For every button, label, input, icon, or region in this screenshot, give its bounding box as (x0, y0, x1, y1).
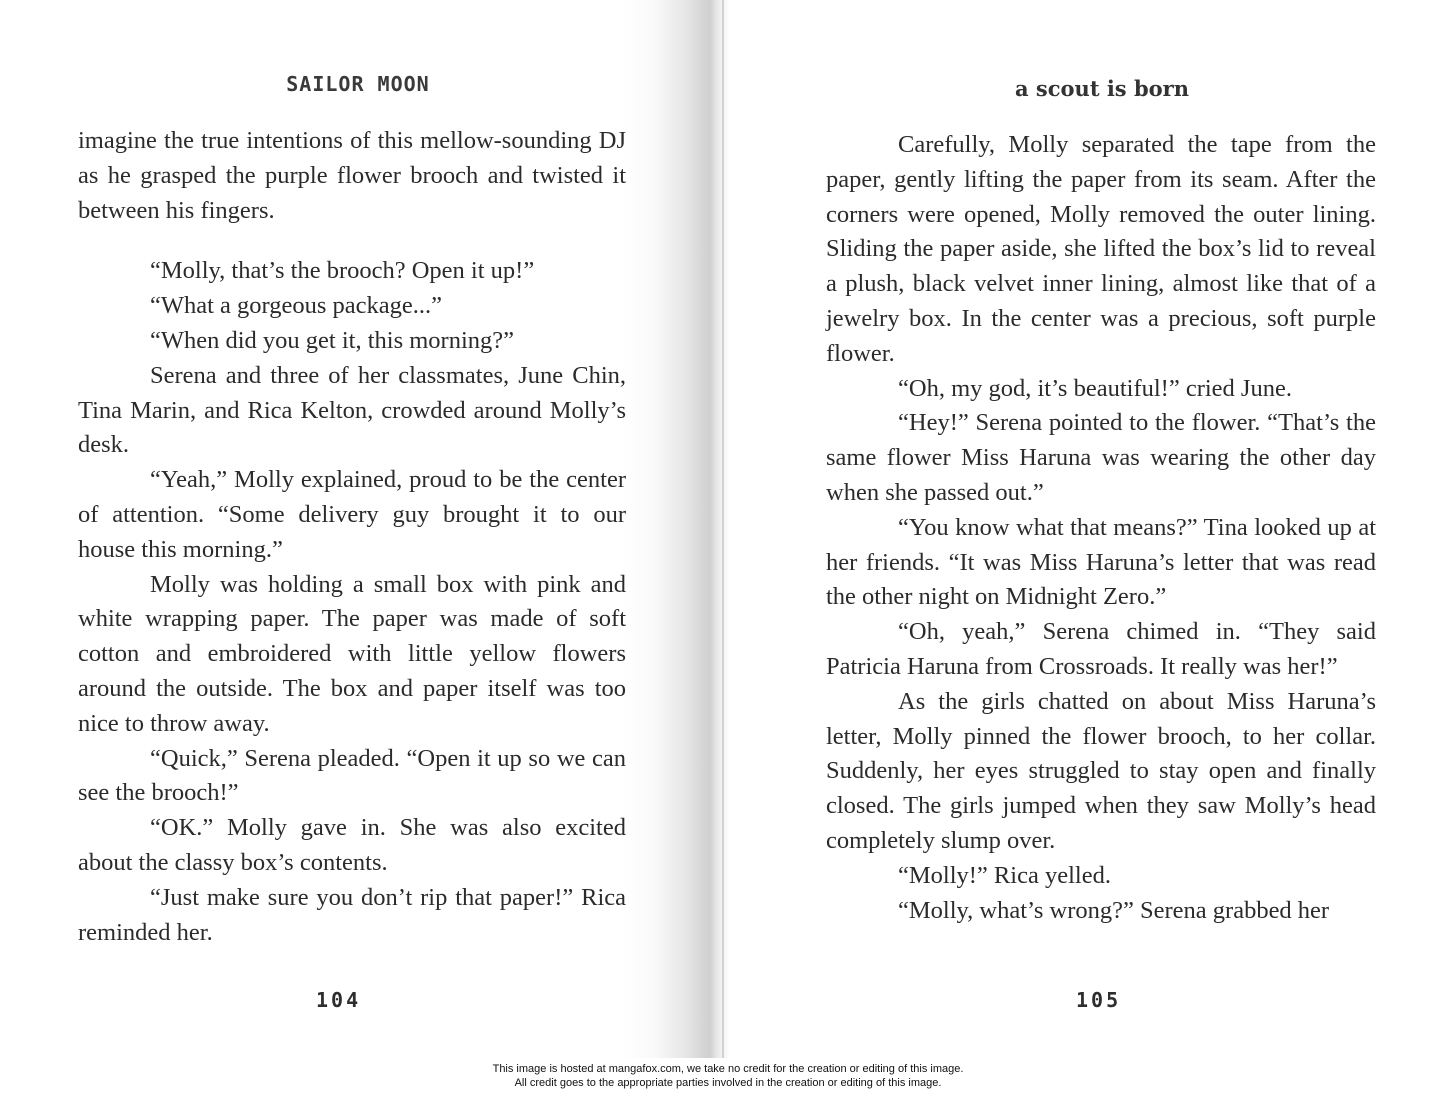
paragraph: “Hey!” Serena pointed to the flower. “That’s the same flower Miss Haruna was wearing the other day when she passed out.” (826, 409, 1376, 506)
paragraph: “Molly, that’s the brooch? Open it up!” (150, 257, 535, 285)
paragraph: Molly was holding a small box with pink and white wrapping paper. The paper was made of soft cotton and embroidered with little yellow flowers around the outside. The box and paper itself was too nice to throw away. (78, 570, 626, 737)
right-page (730, 0, 1456, 1058)
paragraph: “You know what that means?” Tina looked up at her friends. “It was Miss Haruna’s letter that was read the other night on Midnight Zero.” (826, 513, 1376, 611)
credit-line-2: All credit goes to the appropriate parties involved in the creation or editing of this image. (514, 1077, 942, 1089)
paragraph: “OK.” Molly gave in. She was also excited about the classy box’s contents. (78, 814, 626, 876)
book-spine-edge (722, 0, 724, 1058)
paragraph: “Oh, my god, it’s beautiful!” cried June. (898, 374, 1292, 402)
left-page (0, 0, 660, 1058)
hosting-credit-notice (0, 1062, 1456, 1090)
running-head-left: SAILOR MOON (286, 72, 430, 96)
left-page-body (78, 124, 626, 950)
paragraph: “Yeah,” Molly explained, proud to be the center of attention. “Some delivery guy brought it to our house this morning.” (78, 466, 626, 563)
right-page-body (826, 128, 1376, 928)
paragraph: “Molly, what’s wrong?” Serena grabbed her (898, 896, 1330, 924)
running-head-right: a scout is born (1015, 76, 1189, 101)
page-number-right: 105 (1076, 988, 1122, 1012)
paragraph: “Quick,” Serena pleaded. “Open it up so we can see the brooch!” (78, 744, 626, 807)
paragraph: “When did you get it, this morning?” (150, 326, 515, 354)
paragraph: “Molly!” Rica yelled. (898, 861, 1111, 889)
paragraph: “What a gorgeous package...” (150, 292, 443, 320)
paragraph: imagine the true intentions of this mellow-sounding DJ as he grasped the purple flower brooch and twisted it between his fingers. (78, 127, 626, 224)
paragraph: Serena and three of her classmates, June Chin, Tina Marin, and Rica Kelton, crowded around Molly’s desk. (78, 361, 626, 459)
paragraph: Carefully, Molly separated the tape from the paper, gently lifting the paper from its seam. After the corners were opened, Molly removed the outer lining. Sliding the paper aside, she lifted the box’s lid to reveal a plush, black velvet inner lining, almost like that of a jewelry box. In the center was a precious, soft purple flower. (826, 131, 1376, 367)
paragraph: As the girls chatted on about Miss Haruna’s letter, Molly pinned the flower brooch, to her collar. Suddenly, her eyes struggled to stay open and finally closed. The girls jumped when they saw Molly’s head completely slump over. (826, 687, 1376, 854)
paragraph: “Just make sure you don’t rip that paper!” Rica reminded her. (78, 883, 626, 946)
credit-line-1: This image is hosted at mangafox.com, we take no credit for the creation or editing of this image. (492, 1063, 964, 1075)
paragraph: “Oh, yeah,” Serena chimed in. “They said Patricia Haruna from Crossroads. It really was her!” (826, 618, 1376, 680)
page-number-left: 104 (316, 988, 362, 1012)
